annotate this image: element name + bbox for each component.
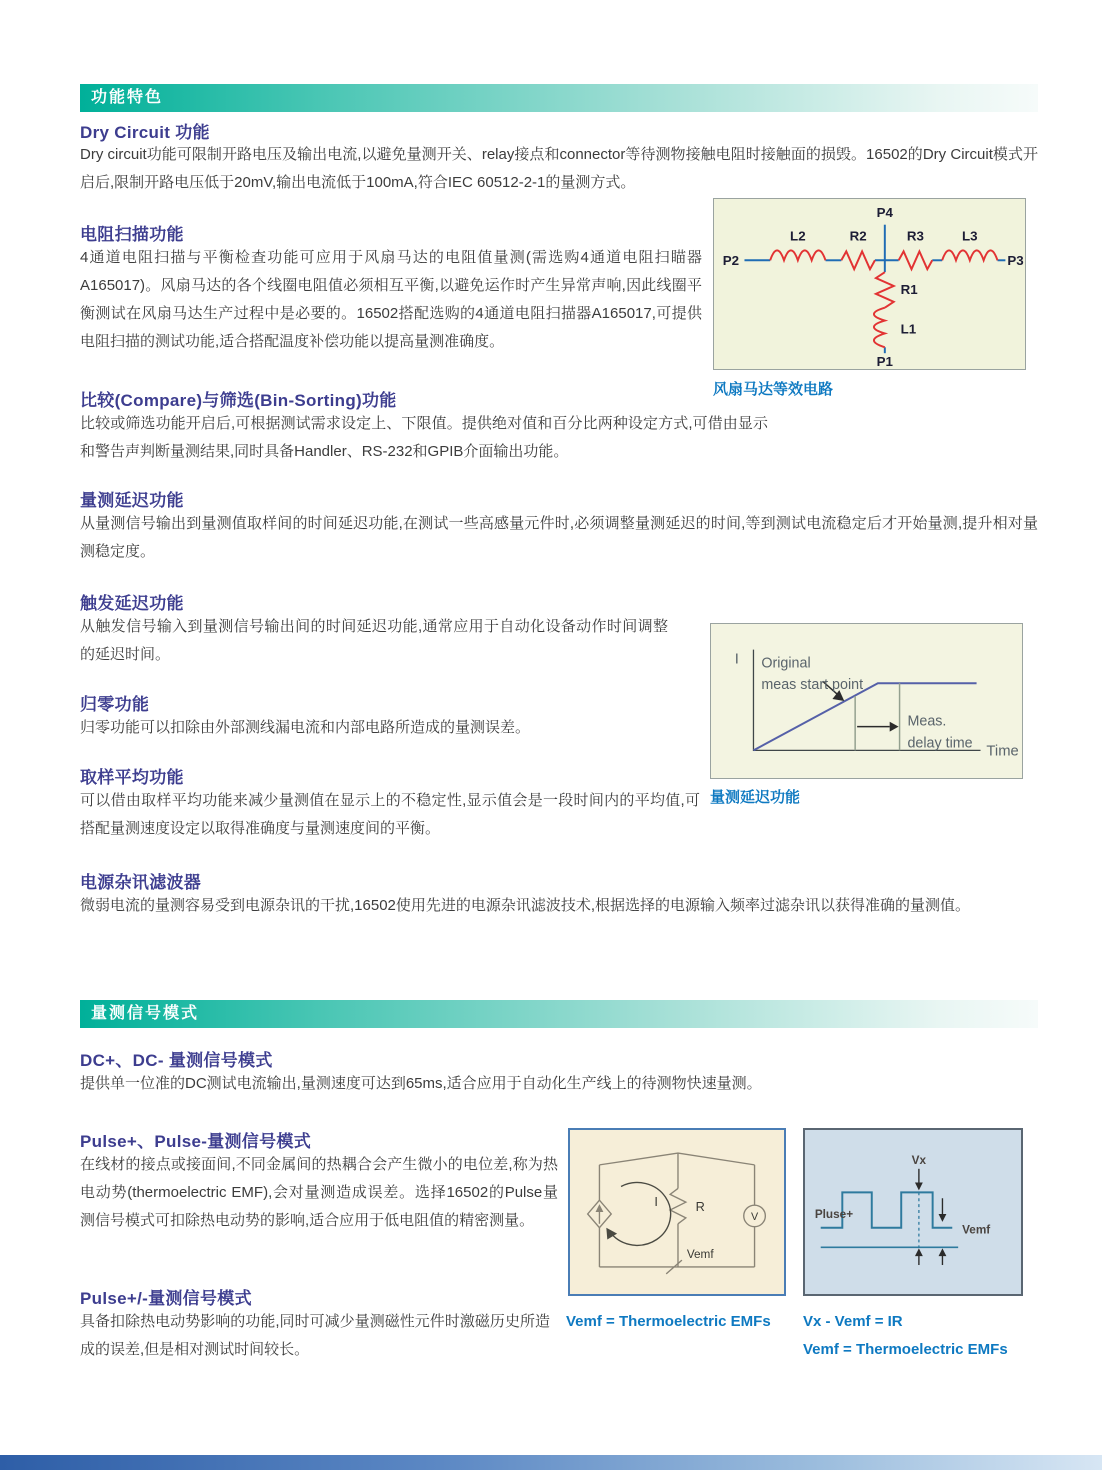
- emf-circuit-diagram: [568, 1128, 786, 1296]
- pulse-caption-line2: Vemf = Thermoelectric EMFs: [803, 1341, 1008, 1358]
- wave-labels: [815, 1154, 990, 1237]
- label-vx: Vx: [911, 1153, 927, 1167]
- mode-body-dc: 提供单一位准的DC测试电流输出,量测速度可达到65ms,适合应用于自动化生产线上的待测物快速量测。: [80, 1075, 762, 1092]
- pulse-waveform: [805, 1130, 1021, 1294]
- label-p1: P1: [876, 354, 893, 369]
- label-wave-vemf: Vemf: [962, 1223, 991, 1237]
- mode-title-dc: DC+、DC- 量测信号模式: [80, 1051, 273, 1070]
- label-original-2: meas start point: [761, 677, 864, 694]
- feature-body-averaging: 可以借由取样平均功能来减少量测值在显示上的不稳定性,显示值会是一段时间内的平均值,可搭配量测速度设定以取得准确度与量测速度间的平衡。: [80, 792, 700, 837]
- label-l3: L3: [962, 228, 978, 244]
- emf-wires: [588, 1153, 766, 1274]
- delay-chart: [711, 624, 1022, 778]
- label-current: I: [654, 1194, 658, 1210]
- emf-circuit: [570, 1130, 784, 1294]
- label-p4: P4: [876, 204, 893, 220]
- wave-arrows: [915, 1169, 946, 1265]
- feature-title-compare: 比较(Compare)与筛选(Bin-Sorting)功能: [80, 391, 397, 410]
- label-r1: R1: [900, 281, 918, 297]
- mode-body-pulse-pm: 具备扣除热电动势影响的功能,同时可减少量测磁性元件时激磁历史所造成的误差,但是相对测试时间较长。: [80, 1313, 550, 1358]
- label-pulse-plus: Pluse+: [814, 1207, 854, 1221]
- label-x-axis: Time: [986, 743, 1019, 760]
- label-vemf: Vemf: [686, 1248, 714, 1262]
- pulse-caption-line1: Vx - Vemf = IR: [803, 1313, 903, 1330]
- resistor-r1-icon: [876, 272, 894, 308]
- feature-body-resistance-scan: 4通道电阻扫描与平衡检查功能可应用于风扇马达的电阻值量测(需选购4通道电阻扫瞄器A165017)。风扇马达的各个线圈电阻值必须相互平衡,以避免运作时产生异常声响,因此线圈平衡测试在风扇马达生产过程中是必要的。16502搭配选购的4通道电阻扫描器A165017,可提供电阻扫描的测试功能,适合搭配温度补偿功能以提高量测准确度。: [80, 249, 702, 350]
- fan-motor-diagram: [713, 198, 1026, 370]
- delay-labels: [735, 651, 1019, 759]
- label-l1: L1: [900, 321, 917, 337]
- source-arrowhead: [596, 1204, 604, 1212]
- mode-title-pulse-pm: Pulse+/-量测信号模式: [80, 1289, 252, 1308]
- feature-body-noise-filter: 微弱电流的量测容易受到电源杂讯的干扰,16502使用先进的电源杂讯滤波技术,根据选择的电源输入频率过滤杂讯以获得准确的量测值。: [80, 897, 971, 914]
- feature-body-zeroing: 归零功能可以扣除由外部测线漏电流和内部电路所造成的量测误差。: [80, 719, 531, 736]
- feature-title-trigger-delay: 触发延迟功能: [80, 594, 184, 613]
- feature-body-compare: 比较或筛选功能开启后,可根据测试需求设定上、下限值。提供绝对值和百分比两种设定方式,可借由显示和警告声判断量测结果,同时具备Handler、RS-232和GPIB介面输出功能。: [80, 415, 768, 460]
- mode-title-pulse: Pulse+、Pulse-量测信号模式: [80, 1132, 311, 1151]
- label-p3: P3: [1007, 253, 1024, 269]
- label-resistor: R: [695, 1199, 705, 1215]
- footer-bar: [0, 1455, 1102, 1470]
- feature-title-zeroing: 归零功能: [80, 695, 150, 714]
- section-header-features: [80, 84, 1038, 112]
- feature-body-meas-delay: 从量测信号输出到量测值取样间的时间延迟功能,在测试一些高感量元件时,必须调整量测延迟的时间,等到测试电流稳定后才开始量测,提升相对量测稳定度。: [80, 515, 1038, 560]
- label-r2: R2: [849, 228, 867, 244]
- label-r3: R3: [906, 228, 924, 244]
- emf-caption: Vemf = Thermoelectric EMFs: [566, 1313, 771, 1330]
- feature-title-noise-filter: 电源杂讯滤波器: [80, 873, 202, 892]
- label-y-axis: I: [734, 651, 739, 668]
- resistor-r2-icon: [841, 251, 875, 269]
- inductor-l1-icon: [874, 308, 885, 348]
- section-header-features-label: 功能特色: [91, 89, 164, 106]
- label-l2: L2: [790, 228, 806, 244]
- label-original-1: Original: [761, 655, 811, 672]
- feature-title-resistance-scan: 电阻扫描功能: [80, 225, 184, 244]
- resistor-icon: [670, 1188, 686, 1223]
- feature-title-averaging: 取样平均功能: [80, 768, 184, 787]
- fan-motor-circuit: [714, 199, 1025, 369]
- current-loop-arrow: [611, 1183, 670, 1246]
- delay-markers: [855, 683, 899, 750]
- circuit-labels: [723, 205, 1024, 369]
- inductor-l3-icon: [942, 250, 997, 260]
- delay-diagram: [710, 623, 1023, 779]
- feature-title-meas-delay: 量测延迟功能: [80, 491, 184, 510]
- label-meas-2: delay time: [907, 735, 973, 752]
- circuit-wires: [744, 225, 1005, 353]
- label-meas-1: Meas.: [907, 713, 947, 730]
- feature-body-trigger-delay: 从触发信号输入到量测信号输出间的时间延迟功能,通常应用于自动化设备动作时间调整的延迟时间。: [80, 618, 668, 663]
- section-header-signal-modes-label: 量测信号模式: [91, 1005, 200, 1022]
- pulse-waveform-diagram: [803, 1128, 1023, 1296]
- fan-motor-caption: 风扇马达等效电路: [713, 381, 834, 398]
- section-header-signal-modes: [80, 1000, 1038, 1028]
- inductor-l2-icon: [770, 250, 825, 260]
- feature-title-dry-circuit: Dry Circuit 功能: [80, 123, 210, 142]
- circuit-components: [770, 250, 997, 347]
- label-p2: P2: [722, 253, 740, 269]
- label-voltmeter: V: [750, 1210, 759, 1223]
- resistor-r3-icon: [899, 251, 933, 269]
- feature-body-dry-circuit: Dry circuit功能可限制开路电压及输出电流,以避免量测开关、relay接点和connector等待测物接触电阻时接触面的损毁。16502的Dry Circuit模式开启后,限制开路电压低于20mV,输出电流低于100mA,符合IEC 60512-2-1的量测方式。: [80, 146, 1038, 191]
- delay-diagram-caption: 量测延迟功能: [710, 789, 801, 806]
- mode-body-pulse: 在线材的接点或接面间,不同金属间的热耦合会产生微小的电位差,称为热电动势(thermoelectric EMF),会对量测造成误差。选择16502的Pulse量测信号模式可扣除热电动势的影响,适合应用于低电阻值的精密测量。: [80, 1156, 558, 1229]
- emf-labels: [654, 1194, 759, 1261]
